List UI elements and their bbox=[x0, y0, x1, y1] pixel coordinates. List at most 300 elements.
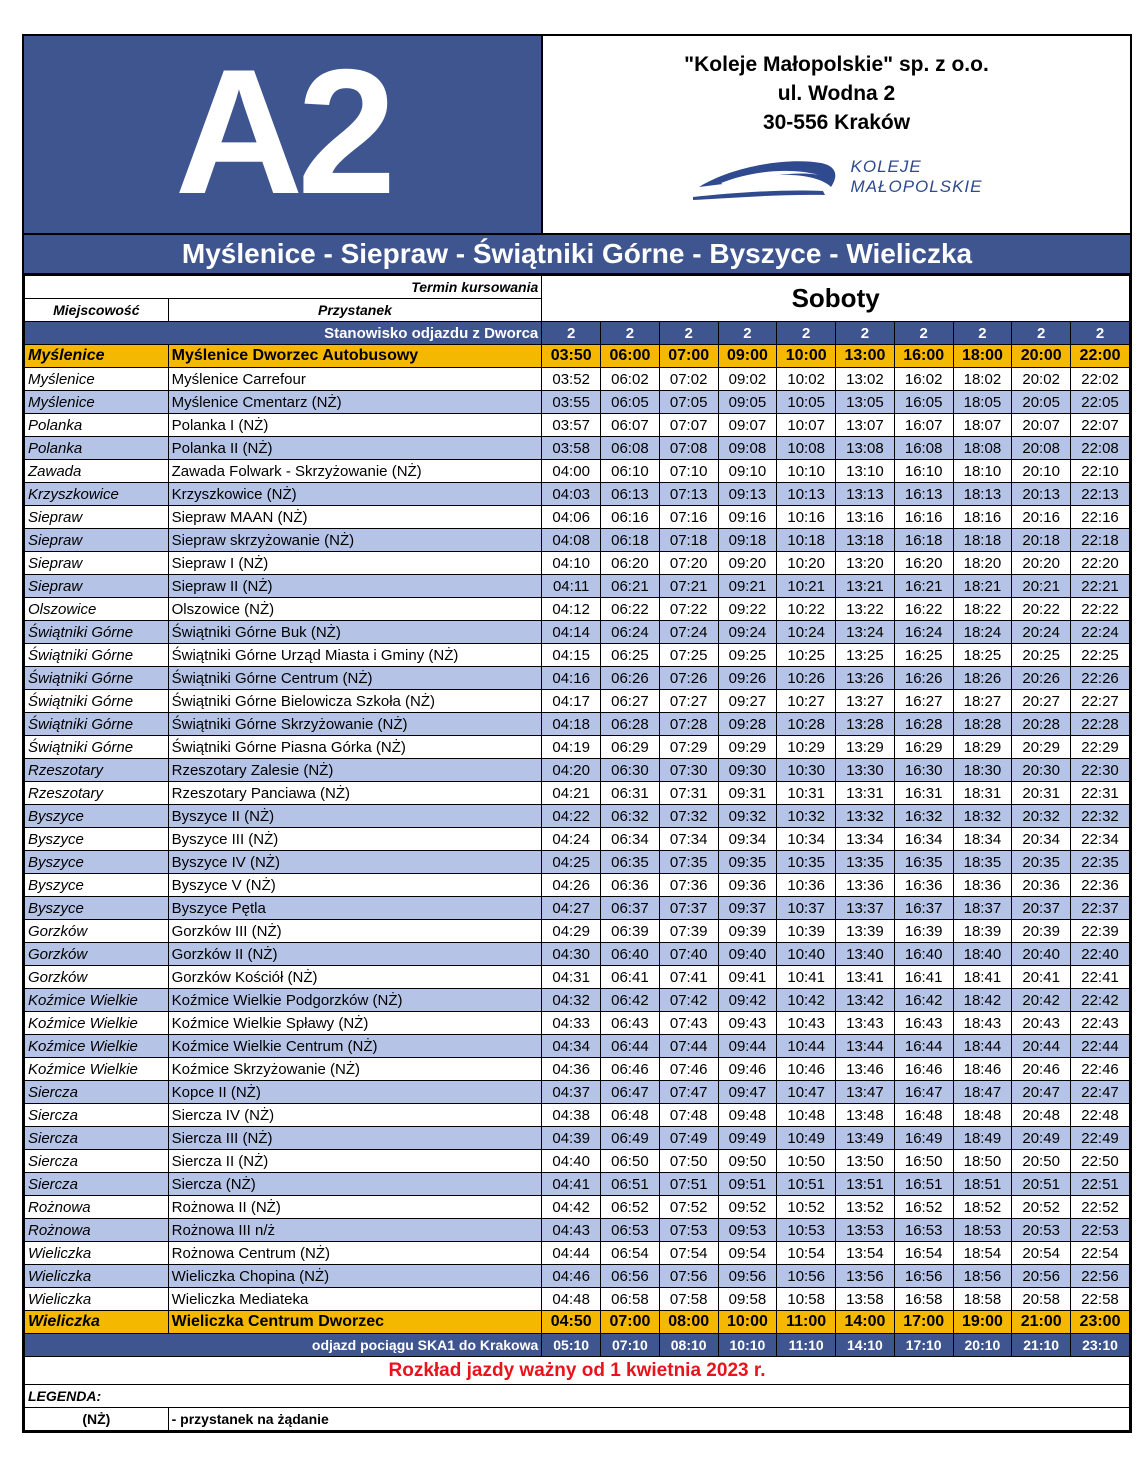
stop-cell: Rzeszotary Panciawa (NŻ) bbox=[168, 782, 542, 805]
departure-time-cell: 18:28 bbox=[953, 713, 1012, 736]
departure-time-cell: 22:20 bbox=[1071, 552, 1130, 575]
stop-cell: Koźmice Wielkie Spławy (NŻ) bbox=[168, 1012, 542, 1035]
train-connection-label: odjazd pociągu SKA1 do Krakowa bbox=[25, 1334, 542, 1357]
town-cell: Świątniki Górne bbox=[25, 644, 169, 667]
departure-time-cell: 13:46 bbox=[836, 1058, 895, 1081]
departure-time-cell: 13:52 bbox=[836, 1196, 895, 1219]
departure-time-cell: 07:02 bbox=[659, 368, 718, 391]
departure-time-cell: 18:54 bbox=[953, 1242, 1012, 1265]
departure-time-cell: 06:46 bbox=[601, 1058, 660, 1081]
departure-time-cell: 10:28 bbox=[777, 713, 836, 736]
stop-row bbox=[25, 897, 1130, 920]
departure-time-cell: 16:28 bbox=[894, 713, 953, 736]
departure-time-cell: 16:18 bbox=[894, 529, 953, 552]
departure-time-cell: 22:28 bbox=[1071, 713, 1130, 736]
departure-time-cell: 09:56 bbox=[718, 1265, 777, 1288]
departure-time-cell: 06:24 bbox=[601, 621, 660, 644]
departure-time-cell: 10:51 bbox=[777, 1173, 836, 1196]
departure-time-cell: 06:20 bbox=[601, 552, 660, 575]
departure-time-cell: 18:24 bbox=[953, 621, 1012, 644]
departure-time-cell: 18:05 bbox=[953, 391, 1012, 414]
departure-time-cell: 16:35 bbox=[894, 851, 953, 874]
departure-time-cell: 22:35 bbox=[1071, 851, 1130, 874]
departure-time-cell: 18:48 bbox=[953, 1104, 1012, 1127]
departure-time-cell: 18:02 bbox=[953, 368, 1012, 391]
departure-time-cell: 16:42 bbox=[894, 989, 953, 1012]
departure-time-cell: 04:26 bbox=[542, 874, 601, 897]
town-cell: Wieliczka bbox=[25, 1311, 169, 1334]
legend-title: LEGENDA: bbox=[25, 1385, 1130, 1408]
departure-time-cell: 04:34 bbox=[542, 1035, 601, 1058]
departure-time-cell: 04:17 bbox=[542, 690, 601, 713]
town-cell: Rzeszotary bbox=[25, 759, 169, 782]
departure-time-cell: 07:58 bbox=[659, 1288, 718, 1311]
departure-time-cell: 23:00 bbox=[1071, 1311, 1130, 1334]
departure-time-cell: 09:05 bbox=[718, 391, 777, 414]
departure-time-cell: 20:52 bbox=[1012, 1196, 1071, 1219]
departure-time-cell: 10:27 bbox=[777, 690, 836, 713]
train-time-cell: 20:10 bbox=[953, 1334, 1012, 1357]
departure-time-cell: 09:46 bbox=[718, 1058, 777, 1081]
legend-description: - przystanek na żądanie bbox=[168, 1408, 1129, 1431]
stop-row bbox=[25, 1104, 1130, 1127]
departure-time-cell: 04:41 bbox=[542, 1173, 601, 1196]
departure-time-cell: 20:10 bbox=[1012, 460, 1071, 483]
departure-time-cell: 22:27 bbox=[1071, 690, 1130, 713]
departure-time-cell: 18:42 bbox=[953, 989, 1012, 1012]
departure-time-cell: 16:47 bbox=[894, 1081, 953, 1104]
route-code-box bbox=[24, 31, 543, 233]
departure-time-cell: 20:07 bbox=[1012, 414, 1071, 437]
departure-time-cell: 04:42 bbox=[542, 1196, 601, 1219]
stop-cell: Myślenice Carrefour bbox=[168, 368, 542, 391]
departure-time-cell: 10:05 bbox=[777, 391, 836, 414]
departure-time-cell: 06:27 bbox=[601, 690, 660, 713]
stop-row bbox=[25, 920, 1130, 943]
stop-row bbox=[25, 483, 1130, 506]
departure-time-cell: 06:28 bbox=[601, 713, 660, 736]
departure-time-cell: 20:13 bbox=[1012, 483, 1071, 506]
timetable bbox=[24, 275, 1130, 1431]
town-cell: Gorzków bbox=[25, 943, 169, 966]
departure-time-cell: 20:43 bbox=[1012, 1012, 1071, 1035]
departure-time-cell: 09:43 bbox=[718, 1012, 777, 1035]
stop-cell: Polanka I (NŻ) bbox=[168, 414, 542, 437]
departure-time-cell: 06:49 bbox=[601, 1127, 660, 1150]
validity-note: Rozkład jazdy ważny od 1 kwietnia 2023 r. bbox=[25, 1357, 1130, 1385]
departure-time-cell: 07:25 bbox=[659, 644, 718, 667]
departure-time-cell: 10:10 bbox=[777, 460, 836, 483]
departure-time-cell: 18:39 bbox=[953, 920, 1012, 943]
town-cell: Siepraw bbox=[25, 506, 169, 529]
departure-time-cell: 20:47 bbox=[1012, 1081, 1071, 1104]
stop-row bbox=[25, 828, 1130, 851]
departure-time-cell: 09:37 bbox=[718, 897, 777, 920]
departure-time-cell: 07:43 bbox=[659, 1012, 718, 1035]
town-cell: Gorzków bbox=[25, 966, 169, 989]
departure-time-cell: 06:21 bbox=[601, 575, 660, 598]
departure-time-cell: 04:39 bbox=[542, 1127, 601, 1150]
departure-time-cell: 06:13 bbox=[601, 483, 660, 506]
departure-time-cell: 04:46 bbox=[542, 1265, 601, 1288]
departure-time-cell: 20:29 bbox=[1012, 736, 1071, 759]
departure-time-cell: 18:46 bbox=[953, 1058, 1012, 1081]
departure-time-cell: 07:29 bbox=[659, 736, 718, 759]
stop-cell: Siercza (NŻ) bbox=[168, 1173, 542, 1196]
departure-time-cell: 10:48 bbox=[777, 1104, 836, 1127]
departure-time-cell: 10:13 bbox=[777, 483, 836, 506]
departure-time-cell: 09:00 bbox=[718, 345, 777, 368]
departure-time-cell: 20:51 bbox=[1012, 1173, 1071, 1196]
departure-time-cell: 13:02 bbox=[836, 368, 895, 391]
departure-time-cell: 22:05 bbox=[1071, 391, 1130, 414]
stop-row bbox=[25, 1311, 1130, 1334]
train-time-cell: 21:10 bbox=[1012, 1334, 1071, 1357]
departure-time-cell: 18:58 bbox=[953, 1288, 1012, 1311]
departure-time-cell: 18:35 bbox=[953, 851, 1012, 874]
departure-time-cell: 13:22 bbox=[836, 598, 895, 621]
departure-time-cell: 22:24 bbox=[1071, 621, 1130, 644]
timetable-sheet bbox=[22, 31, 1132, 1433]
departure-time-cell: 13:34 bbox=[836, 828, 895, 851]
departure-time-cell: 18:07 bbox=[953, 414, 1012, 437]
departure-time-cell: 18:41 bbox=[953, 966, 1012, 989]
departure-time-cell: 09:34 bbox=[718, 828, 777, 851]
departure-time-cell: 09:49 bbox=[718, 1127, 777, 1150]
departure-time-cell: 10:29 bbox=[777, 736, 836, 759]
departure-time-cell: 07:46 bbox=[659, 1058, 718, 1081]
departure-time-cell: 18:40 bbox=[953, 943, 1012, 966]
departure-time-cell: 22:39 bbox=[1071, 920, 1130, 943]
departure-time-cell: 13:05 bbox=[836, 391, 895, 414]
stop-cell: Byszyce III (NŻ) bbox=[168, 828, 542, 851]
departure-time-cell: 18:25 bbox=[953, 644, 1012, 667]
stop-cell: Wieliczka Mediateka bbox=[168, 1288, 542, 1311]
departure-time-cell: 10:31 bbox=[777, 782, 836, 805]
departure-time-cell: 04:30 bbox=[542, 943, 601, 966]
stop-row bbox=[25, 414, 1130, 437]
departure-time-cell: 20:49 bbox=[1012, 1127, 1071, 1150]
departure-time-cell: 10:34 bbox=[777, 828, 836, 851]
stop-row bbox=[25, 851, 1130, 874]
departure-time-cell: 07:00 bbox=[601, 1311, 660, 1334]
town-cell: Siepraw bbox=[25, 575, 169, 598]
stops-body bbox=[25, 345, 1130, 1334]
stop-row bbox=[25, 1265, 1130, 1288]
departure-time-cell: 20:21 bbox=[1012, 575, 1071, 598]
departure-time-cell: 20:32 bbox=[1012, 805, 1071, 828]
departure-time-cell: 09:58 bbox=[718, 1288, 777, 1311]
departure-time-cell: 10:18 bbox=[777, 529, 836, 552]
departure-time-cell: 10:47 bbox=[777, 1081, 836, 1104]
departure-time-cell: 06:25 bbox=[601, 644, 660, 667]
departure-time-cell: 06:05 bbox=[601, 391, 660, 414]
departure-time-cell: 20:37 bbox=[1012, 897, 1071, 920]
departure-time-cell: 09:07 bbox=[718, 414, 777, 437]
departure-time-cell: 16:10 bbox=[894, 460, 953, 483]
service-day: Soboty bbox=[542, 276, 1130, 322]
departure-time-cell: 07:48 bbox=[659, 1104, 718, 1127]
departure-time-cell: 22:13 bbox=[1071, 483, 1130, 506]
departure-time-cell: 10:42 bbox=[777, 989, 836, 1012]
departure-time-cell: 09:18 bbox=[718, 529, 777, 552]
departure-time-cell: 06:31 bbox=[601, 782, 660, 805]
departure-time-cell: 13:28 bbox=[836, 713, 895, 736]
departure-time-cell: 03:55 bbox=[542, 391, 601, 414]
departure-time-cell: 18:26 bbox=[953, 667, 1012, 690]
departure-time-cell: 06:37 bbox=[601, 897, 660, 920]
departure-time-cell: 10:21 bbox=[777, 575, 836, 598]
stop-row bbox=[25, 1288, 1130, 1311]
departure-time-cell: 16:49 bbox=[894, 1127, 953, 1150]
departure-time-cell: 18:30 bbox=[953, 759, 1012, 782]
departure-time-cell: 06:02 bbox=[601, 368, 660, 391]
departure-time-cell: 09:26 bbox=[718, 667, 777, 690]
departure-time-cell: 13:30 bbox=[836, 759, 895, 782]
departure-time-cell: 09:41 bbox=[718, 966, 777, 989]
departure-time-cell: 16:02 bbox=[894, 368, 953, 391]
departure-time-cell: 13:10 bbox=[836, 460, 895, 483]
departure-time-cell: 16:13 bbox=[894, 483, 953, 506]
departure-time-cell: 06:51 bbox=[601, 1173, 660, 1196]
departure-time-cell: 20:30 bbox=[1012, 759, 1071, 782]
departure-time-cell: 13:49 bbox=[836, 1127, 895, 1150]
departure-time-cell: 18:13 bbox=[953, 483, 1012, 506]
departure-time-cell: 07:07 bbox=[659, 414, 718, 437]
departure-time-cell: 20:42 bbox=[1012, 989, 1071, 1012]
departure-time-cell: 13:35 bbox=[836, 851, 895, 874]
departure-time-cell: 13:00 bbox=[836, 345, 895, 368]
stop-cell: Świątniki Górne Urząd Miasta i Gminy (NŻ) bbox=[168, 644, 542, 667]
platform-cell: 2 bbox=[542, 322, 601, 345]
departure-time-cell: 10:08 bbox=[777, 437, 836, 460]
departure-time-cell: 22:32 bbox=[1071, 805, 1130, 828]
stop-row bbox=[25, 966, 1130, 989]
platform-row bbox=[25, 322, 1130, 345]
departure-time-cell: 16:43 bbox=[894, 1012, 953, 1035]
departure-time-cell: 13:42 bbox=[836, 989, 895, 1012]
departure-time-cell: 06:16 bbox=[601, 506, 660, 529]
departure-time-cell: 18:32 bbox=[953, 805, 1012, 828]
departure-time-cell: 06:43 bbox=[601, 1012, 660, 1035]
departure-time-cell: 10:35 bbox=[777, 851, 836, 874]
departure-time-cell: 07:42 bbox=[659, 989, 718, 1012]
stop-row bbox=[25, 368, 1130, 391]
departure-time-cell: 09:35 bbox=[718, 851, 777, 874]
town-cell: Zawada bbox=[25, 460, 169, 483]
departure-time-cell: 13:40 bbox=[836, 943, 895, 966]
stop-cell: Siercza IV (NŻ) bbox=[168, 1104, 542, 1127]
departure-time-cell: 13:54 bbox=[836, 1242, 895, 1265]
departure-time-cell: 18:29 bbox=[953, 736, 1012, 759]
town-cell: Krzyszkowice bbox=[25, 483, 169, 506]
departure-time-cell: 16:25 bbox=[894, 644, 953, 667]
town-cell: Rożnowa bbox=[25, 1219, 169, 1242]
departure-time-cell: 07:44 bbox=[659, 1035, 718, 1058]
departure-time-cell: 06:54 bbox=[601, 1242, 660, 1265]
legend-symbol: (NŻ) bbox=[25, 1408, 169, 1431]
departure-time-cell: 16:53 bbox=[894, 1219, 953, 1242]
departure-time-cell: 20:39 bbox=[1012, 920, 1071, 943]
departure-time-cell: 10:00 bbox=[777, 345, 836, 368]
departure-time-cell: 10:24 bbox=[777, 621, 836, 644]
departure-time-cell: 18:31 bbox=[953, 782, 1012, 805]
departure-time-cell: 13:13 bbox=[836, 483, 895, 506]
departure-time-cell: 16:32 bbox=[894, 805, 953, 828]
departure-time-cell: 16:29 bbox=[894, 736, 953, 759]
departure-time-cell: 09:40 bbox=[718, 943, 777, 966]
stop-cell: Myślenice Dworzec Autobusowy bbox=[168, 345, 542, 368]
departure-time-cell: 20:53 bbox=[1012, 1219, 1071, 1242]
stop-cell: Byszyce Pętla bbox=[168, 897, 542, 920]
town-cell: Siercza bbox=[25, 1150, 169, 1173]
departure-time-cell: 16:24 bbox=[894, 621, 953, 644]
departure-time-cell: 22:37 bbox=[1071, 897, 1130, 920]
platform-cell: 2 bbox=[659, 322, 718, 345]
departure-time-cell: 06:52 bbox=[601, 1196, 660, 1219]
departure-time-cell: 22:29 bbox=[1071, 736, 1130, 759]
stop-cell: Kopce II (NŻ) bbox=[168, 1081, 542, 1104]
train-time-cell: 17:10 bbox=[894, 1334, 953, 1357]
town-cell: Świątniki Górne bbox=[25, 736, 169, 759]
departure-time-cell: 13:25 bbox=[836, 644, 895, 667]
departure-time-cell: 22:18 bbox=[1071, 529, 1130, 552]
town-cell: Wieliczka bbox=[25, 1242, 169, 1265]
departure-time-cell: 16:08 bbox=[894, 437, 953, 460]
stop-row bbox=[25, 1219, 1130, 1242]
departure-time-cell: 04:37 bbox=[542, 1081, 601, 1104]
departure-time-cell: 20:00 bbox=[1012, 345, 1071, 368]
departure-time-cell: 13:26 bbox=[836, 667, 895, 690]
train-logo-icon bbox=[691, 153, 841, 201]
departure-time-cell: 07:32 bbox=[659, 805, 718, 828]
departure-time-cell: 10:16 bbox=[777, 506, 836, 529]
departure-time-cell: 18:43 bbox=[953, 1012, 1012, 1035]
departure-time-cell: 07:22 bbox=[659, 598, 718, 621]
departure-time-cell: 22:42 bbox=[1071, 989, 1130, 1012]
town-cell: Byszyce bbox=[25, 828, 169, 851]
stop-row bbox=[25, 575, 1130, 598]
platform-cell: 2 bbox=[601, 322, 660, 345]
departure-time-cell: 06:53 bbox=[601, 1219, 660, 1242]
stop-column-header: Przystanek bbox=[168, 299, 542, 322]
departure-time-cell: 10:50 bbox=[777, 1150, 836, 1173]
town-cell: Koźmice Wielkie bbox=[25, 1012, 169, 1035]
departure-time-cell: 07:24 bbox=[659, 621, 718, 644]
departure-time-cell: 20:26 bbox=[1012, 667, 1071, 690]
departure-time-cell: 04:24 bbox=[542, 828, 601, 851]
departure-time-cell: 04:11 bbox=[542, 575, 601, 598]
departure-time-cell: 16:37 bbox=[894, 897, 953, 920]
departure-time-cell: 22:43 bbox=[1071, 1012, 1130, 1035]
town-cell: Gorzków bbox=[25, 920, 169, 943]
departure-time-cell: 04:08 bbox=[542, 529, 601, 552]
stop-row bbox=[25, 713, 1130, 736]
stop-row bbox=[25, 1196, 1130, 1219]
departure-time-cell: 20:56 bbox=[1012, 1265, 1071, 1288]
departure-time-cell: 18:50 bbox=[953, 1150, 1012, 1173]
departure-time-cell: 09:22 bbox=[718, 598, 777, 621]
departure-time-cell: 22:31 bbox=[1071, 782, 1130, 805]
town-cell: Świątniki Górne bbox=[25, 621, 169, 644]
departure-time-cell: 10:46 bbox=[777, 1058, 836, 1081]
stop-cell: Świątniki Górne Centrum (NŻ) bbox=[168, 667, 542, 690]
train-time-cell: 11:10 bbox=[777, 1334, 836, 1357]
departure-time-cell: 04:36 bbox=[542, 1058, 601, 1081]
town-cell: Świątniki Górne bbox=[25, 667, 169, 690]
departure-time-cell: 13:37 bbox=[836, 897, 895, 920]
departure-time-cell: 22:00 bbox=[1071, 345, 1130, 368]
departure-time-cell: 09:47 bbox=[718, 1081, 777, 1104]
departure-time-cell: 20:05 bbox=[1012, 391, 1071, 414]
departure-time-cell: 16:26 bbox=[894, 667, 953, 690]
departure-time-cell: 09:54 bbox=[718, 1242, 777, 1265]
departure-time-cell: 13:44 bbox=[836, 1035, 895, 1058]
departure-time-cell: 04:43 bbox=[542, 1219, 601, 1242]
departure-time-cell: 18:10 bbox=[953, 460, 1012, 483]
departure-time-cell: 20:50 bbox=[1012, 1150, 1071, 1173]
departure-time-cell: 13:47 bbox=[836, 1081, 895, 1104]
town-cell: Myślenice bbox=[25, 345, 169, 368]
platform-cell: 2 bbox=[1012, 322, 1071, 345]
town-cell: Koźmice Wielkie bbox=[25, 989, 169, 1012]
departure-time-cell: 09:20 bbox=[718, 552, 777, 575]
departure-time-cell: 06:32 bbox=[601, 805, 660, 828]
stop-cell: Krzyszkowice (NŻ) bbox=[168, 483, 542, 506]
departure-time-cell: 16:27 bbox=[894, 690, 953, 713]
departure-time-cell: 13:51 bbox=[836, 1173, 895, 1196]
stop-cell: Myślenice Cmentarz (NŻ) bbox=[168, 391, 542, 414]
stop-cell: Rożnowa III n/ż bbox=[168, 1219, 542, 1242]
platform-cell: 2 bbox=[953, 322, 1012, 345]
departure-time-cell: 22:53 bbox=[1071, 1219, 1130, 1242]
departure-time-cell: 18:27 bbox=[953, 690, 1012, 713]
departure-time-cell: 20:41 bbox=[1012, 966, 1071, 989]
stop-cell: Byszyce II (NŻ) bbox=[168, 805, 542, 828]
departure-time-cell: 09:08 bbox=[718, 437, 777, 460]
departure-time-cell: 07:13 bbox=[659, 483, 718, 506]
departure-time-cell: 18:52 bbox=[953, 1196, 1012, 1219]
departure-time-cell: 18:16 bbox=[953, 506, 1012, 529]
town-cell: Wieliczka bbox=[25, 1288, 169, 1311]
departure-time-cell: 07:41 bbox=[659, 966, 718, 989]
town-cell: Byszyce bbox=[25, 805, 169, 828]
town-cell: Myślenice bbox=[25, 391, 169, 414]
departure-time-cell: 18:34 bbox=[953, 828, 1012, 851]
stop-cell: Wieliczka Centrum Dworzec bbox=[168, 1311, 542, 1334]
departure-time-cell: 22:22 bbox=[1071, 598, 1130, 621]
departure-time-cell: 22:41 bbox=[1071, 966, 1130, 989]
town-cell: Byszyce bbox=[25, 897, 169, 920]
departure-time-cell: 22:47 bbox=[1071, 1081, 1130, 1104]
departure-time-cell: 09:24 bbox=[718, 621, 777, 644]
departure-time-cell: 13:50 bbox=[836, 1150, 895, 1173]
stop-row bbox=[25, 1012, 1130, 1035]
departure-time-cell: 06:26 bbox=[601, 667, 660, 690]
stop-row bbox=[25, 782, 1130, 805]
town-cell: Koźmice Wielkie bbox=[25, 1035, 169, 1058]
departure-time-cell: 19:00 bbox=[953, 1311, 1012, 1334]
departure-time-cell: 10:32 bbox=[777, 805, 836, 828]
departure-time-cell: 16:34 bbox=[894, 828, 953, 851]
departure-time-cell: 09:13 bbox=[718, 483, 777, 506]
train-time-cell: 14:10 bbox=[836, 1334, 895, 1357]
departure-time-cell: 13:31 bbox=[836, 782, 895, 805]
departure-time-cell: 09:51 bbox=[718, 1173, 777, 1196]
departure-time-cell: 22:40 bbox=[1071, 943, 1130, 966]
stop-cell: Byszyce IV (NŻ) bbox=[168, 851, 542, 874]
departure-time-cell: 18:37 bbox=[953, 897, 1012, 920]
